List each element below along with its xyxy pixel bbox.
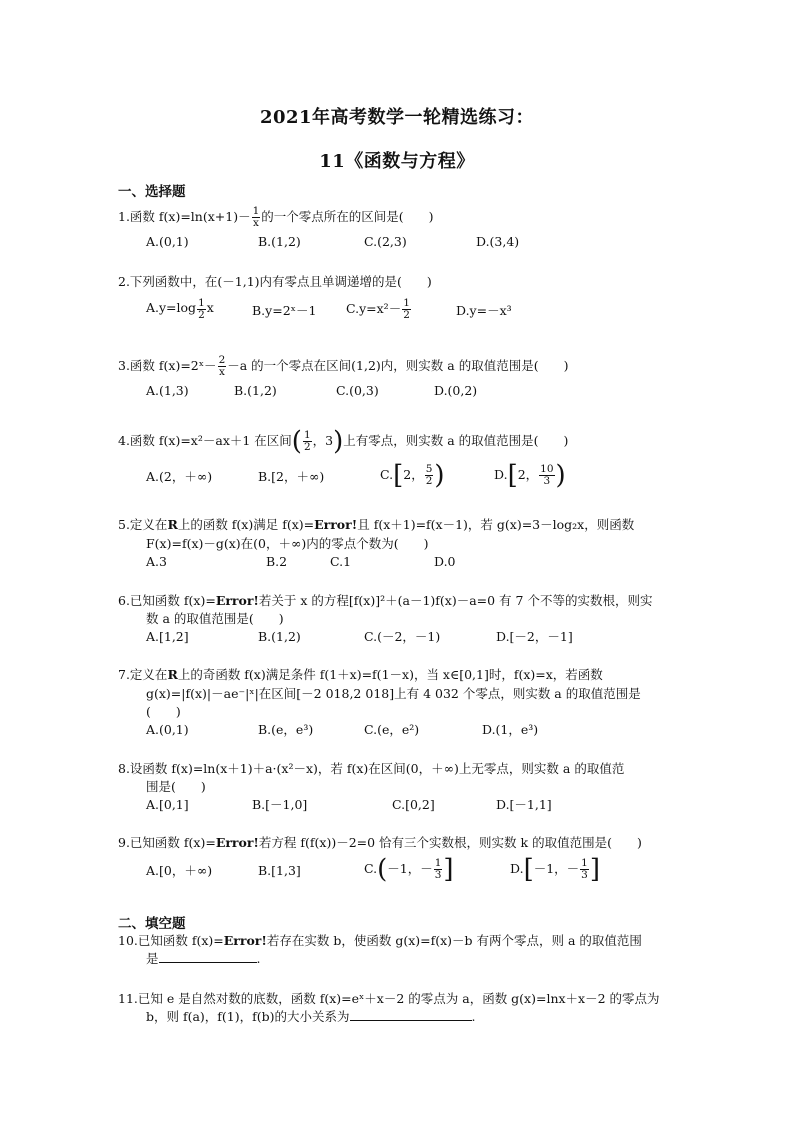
- q4-opt-d-frac: [539, 464, 554, 487]
- q4-interval-close: ): [333, 426, 344, 457]
- q7-real-set: R: [167, 667, 178, 682]
- q2-opt-a-num: 1: [198, 297, 205, 309]
- q5-text-a: 5.定义在: [118, 517, 168, 532]
- q2-opt-c-frac: [402, 298, 411, 321]
- question-3-stem: [118, 355, 568, 378]
- q2-opt-c-pre: C.y=x²－: [346, 301, 402, 316]
- q2-opt-a-den: 2: [198, 309, 205, 321]
- q9-opt-c-pre: C.: [364, 861, 378, 876]
- q1-frac-den: x: [252, 217, 259, 229]
- q6-option-b: B.(1,2): [258, 629, 301, 644]
- q1-option-a: A.(0,1): [146, 234, 189, 249]
- q3-frac-den: x: [218, 366, 225, 378]
- question-11-line-1: 11.已知 e 是自然对数的底数，函数 f(x)=eˣ＋x－2 的零点为 a，函数 g(x)=lnx＋x－2 的零点为: [118, 991, 660, 1006]
- q2-option-a: [146, 298, 214, 321]
- q9-option-a: A.[0，＋∞): [146, 863, 213, 878]
- q8-option-a: A.[0,1]: [146, 797, 189, 812]
- question-6-line-2: 数 a 的取值范围是( ): [146, 611, 284, 626]
- q1-option-d: D.(3,4): [476, 234, 520, 249]
- q4-opt-c-pre: C.: [380, 467, 394, 482]
- q4-interval-rest: ，3: [312, 433, 334, 448]
- q5-option-d: D.0: [434, 554, 456, 569]
- q5-real-set: R: [167, 517, 178, 532]
- q9-option-b: B.[1,3]: [258, 863, 301, 878]
- q3-text-pre: 3.函数 f(x)=2ˣ－: [118, 358, 217, 373]
- q9-opt-d-pre: D.: [510, 861, 524, 876]
- q4-option-a: A.(2，＋∞): [146, 469, 213, 484]
- q9-opt-d-close: ]: [589, 854, 601, 885]
- q2-option-b: B.y=2ˣ－1: [252, 303, 317, 318]
- q1-frac-num: 1: [252, 205, 260, 217]
- q9-opt-d-num: 1: [581, 857, 588, 869]
- question-2-stem: 2.下列函数中，在(－1,1)内有零点且单调递增的是( ): [118, 274, 432, 289]
- q4-opt-c-frac: [425, 464, 434, 487]
- q9-text-a: 9.已知函数 f(x)=: [118, 835, 216, 850]
- q9-text-b: 若方程 f(f(x))－2=0 恰有三个实数根，则实数 k 的取值范围是( ): [258, 835, 642, 850]
- q5-text-b: 上的函数 f(x)满足 f(x)=: [177, 517, 315, 532]
- section-heading-choice: 一、选择题: [118, 184, 186, 200]
- q2-option-c: [346, 298, 412, 321]
- q8-option-b: B.[－1,0]: [252, 797, 308, 812]
- q1-text-post: 的一个零点所在的区间是( ): [261, 209, 434, 224]
- q4-opt-c-mid: 2，: [403, 467, 424, 482]
- question-10-line-1: [118, 932, 642, 950]
- q5-error-placeholder: Error!: [314, 517, 358, 532]
- q4-text-post: 上有零点，则实数 a 的取值范围是( ): [343, 433, 569, 448]
- q9-opt-c-close: ]: [443, 854, 454, 885]
- q8-option-c: C.[0,2]: [392, 797, 435, 812]
- q9-option-d: [510, 854, 601, 885]
- q7-text-a: 7.定义在: [118, 667, 168, 682]
- q4-option-c: [380, 460, 445, 491]
- q5-option-b: B.2: [266, 554, 288, 569]
- section-heading-fill: 二、填空题: [118, 916, 186, 932]
- q6-option-a: A.[1,2]: [146, 629, 189, 644]
- page-title: 2021年高考数学一轮精选练习：: [259, 107, 535, 128]
- question-10-line-2: [146, 950, 261, 968]
- q3-option-b: B.(1,2): [234, 383, 277, 398]
- q7-text-b: 上的奇函数 f(x)满足条件 f(1＋x)=f(1－x)，当 x∈[0,1]时，f(x)=x，若函数: [177, 667, 603, 682]
- q9-opt-c-num: 1: [434, 857, 442, 869]
- q4-opt-d-mid: 2，: [517, 467, 539, 482]
- q4-int-den: 2: [303, 441, 311, 453]
- q2-opt-a-pre: A.y=log: [146, 300, 197, 315]
- q7-option-c: C.(e，e²): [364, 722, 420, 737]
- q4-option-b: B.[2，＋∞): [258, 469, 325, 484]
- q6-text-a: 6.已知函数 f(x)=: [118, 593, 216, 608]
- question-9-line-1: [118, 834, 642, 852]
- question-1-stem: [118, 206, 434, 229]
- q3-frac-num: 2: [218, 354, 226, 366]
- question-7-line-1: [118, 666, 603, 684]
- q9-error-placeholder: Error!: [215, 835, 259, 850]
- q10-text-b: 若存在实数 b，使函数 g(x)=f(x)－b 有两个零点，则 a 的取值范围: [266, 933, 642, 948]
- question-5-line-1: [118, 516, 634, 534]
- q2-opt-c-num: 1: [403, 297, 410, 309]
- q8-option-d: D.[－1,1]: [496, 797, 552, 812]
- question-8-line-1: 8.设函数 f(x)=ln(x＋1)＋a·(x²－x)，若 f(x)在区间(0，＋∞)上无零点，则实数 a 的取值范: [118, 761, 625, 776]
- q2-opt-a-frac: [197, 298, 206, 321]
- q4-opt-c-open: [: [393, 460, 404, 491]
- q5-text-c: 且 f(x＋1)=f(x－1)，若 g(x)=3－log₂x，则函数: [357, 517, 635, 532]
- q7-option-b: B.(e，e³): [258, 722, 314, 737]
- q9-opt-c-mid: －1，－: [387, 861, 433, 876]
- q9-opt-d-mid: －1，－: [533, 861, 580, 876]
- q6-error-placeholder: Error!: [215, 593, 259, 608]
- q3-option-d: D.(0,2): [434, 383, 478, 398]
- question-6-line-1: [118, 592, 652, 610]
- page-subtitle: 11《函数与方程》: [319, 151, 475, 172]
- q9-opt-c-den: 3: [434, 869, 442, 881]
- question-11-line-2: [146, 1008, 476, 1026]
- q3-option-a: A.(1,3): [146, 383, 189, 398]
- q11-answer-blank[interactable]: [350, 1008, 472, 1021]
- q3-option-c: C.(0,3): [336, 383, 379, 398]
- q4-opt-d-pre: D.: [494, 467, 508, 482]
- q1-option-c: C.(2,3): [364, 234, 407, 249]
- q9-opt-c-open: (: [377, 854, 388, 885]
- question-7-line-3: ( ): [146, 704, 181, 719]
- q10-text-period: .: [256, 951, 261, 966]
- q2-opt-a-post: x: [206, 300, 214, 315]
- q9-opt-c-frac: [434, 858, 443, 881]
- q4-int-num: 1: [303, 429, 311, 441]
- q3-text-post: －a 的一个零点在区间(1,2)内，则实数 a 的取值范围是( ): [227, 358, 569, 373]
- q1-option-b: B.(1,2): [258, 234, 301, 249]
- q4-interval-frac: [303, 430, 312, 453]
- q10-text-shi: 是: [146, 951, 159, 966]
- q3-fraction: [218, 355, 227, 378]
- q1-text-pre: 1.函数 f(x)=ln(x+1)－: [118, 209, 251, 224]
- q4-opt-c-den: 2: [425, 475, 433, 487]
- q7-option-a: A.(0,1): [146, 722, 189, 737]
- q6-option-d: D.[－2，－1]: [496, 629, 573, 644]
- q5-option-a: A.3: [146, 554, 167, 569]
- q5-option-c: C.1: [330, 554, 352, 569]
- q4-opt-d-close: ): [555, 460, 566, 491]
- q9-opt-d-den: 3: [581, 869, 588, 881]
- q10-error-placeholder: Error!: [223, 933, 267, 948]
- q4-text-pre: 4.函数 f(x)=x²－ax＋1 在区间: [118, 433, 292, 448]
- q2-option-d: D.y=－x³: [456, 303, 512, 318]
- q4-interval-open: (: [291, 426, 302, 457]
- q6-text-b: 若关于 x 的方程[f(x)]²＋(a－1)f(x)－a=0 有 7 个不等的实数根，则实: [258, 593, 653, 608]
- q11-text-period: .: [471, 1009, 476, 1024]
- question-5-line-2: F(x)=f(x)－g(x)在(0，＋∞)内的零点个数为( ): [146, 536, 429, 551]
- q9-option-c: [364, 854, 454, 885]
- question-4-stem: [118, 426, 569, 457]
- q9-opt-d-open: [: [523, 854, 534, 885]
- q4-opt-c-num: 5: [425, 463, 433, 475]
- q10-answer-blank[interactable]: [159, 950, 257, 963]
- question-7-line-2: g(x)=|f(x)|－ae⁻|ˣ|在区间[－2 018,2 018]上有 4 032 个零点，则实数 a 的取值范围是: [146, 686, 641, 701]
- q1-fraction: [252, 206, 261, 229]
- q4-opt-d-open: [: [507, 460, 518, 491]
- q6-option-c: C.(－2，－1): [364, 629, 441, 644]
- q11-text-a: b，则 f(a)，f(1)，f(b)的大小关系为: [146, 1009, 350, 1024]
- q9-opt-d-frac: [580, 858, 589, 881]
- q4-opt-d-num: 10: [540, 463, 554, 475]
- q4-option-d: [494, 460, 566, 491]
- question-8-line-2: 围是( ): [146, 779, 206, 794]
- q4-opt-d-den: 3: [543, 475, 551, 487]
- q10-text-a: 10.已知函数 f(x)=: [118, 933, 224, 948]
- q4-opt-c-close: ): [434, 460, 445, 491]
- q2-opt-c-den: 2: [403, 309, 410, 321]
- q7-option-d: D.(1，e³): [482, 722, 539, 737]
